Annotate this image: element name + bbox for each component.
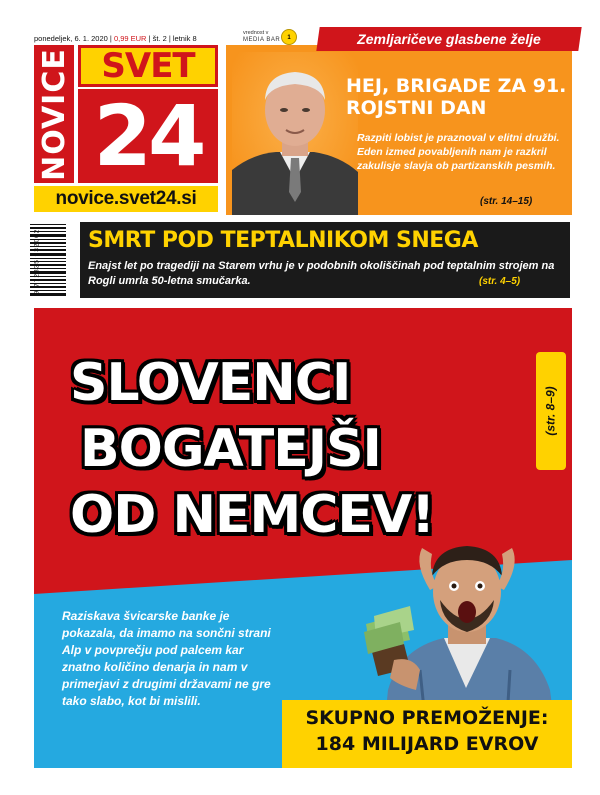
- website-link[interactable]: novice.svet24.si: [55, 188, 197, 209]
- worth-text: vrednost v: [243, 30, 269, 36]
- issue-number: | št. 2 | letnik 8: [148, 34, 197, 43]
- main-headline-line-3[interactable]: OD NEMCEV!: [70, 485, 434, 545]
- strip-story-title[interactable]: SMRT POD TEPTALNIKOM SNEGA: [88, 228, 478, 253]
- top-story-title[interactable]: HEJ, BRIGADE ZA 91. ROJSTNI DAN: [346, 75, 567, 119]
- top-story-pages: (str. 14–15): [480, 196, 533, 207]
- masthead-svet: SVET: [101, 46, 195, 86]
- strip-story-pages: (str. 4–5): [479, 276, 521, 287]
- top-story-tag[interactable]: Zemljaričeve glasbene želje: [357, 31, 541, 47]
- masthead-novice: [34, 45, 74, 183]
- date-line: ponedeljek, 6. 1. 2020 |: [34, 34, 112, 43]
- total-wealth-value: 184 MILIJARD EVROV: [315, 733, 539, 755]
- main-story-pages: (str. 8–9): [544, 386, 559, 436]
- price: 0,99 EUR: [113, 34, 147, 43]
- masthead-number: 24: [93, 87, 203, 185]
- top-story-lead: Razpiti lobist je praznoval v elitni družbi. Eden izmed povabljenih nam je razkril zakulisje slavja ob partizanskih pesmih.: [357, 132, 560, 172]
- elderly-man-photo: [232, 52, 358, 215]
- strip-story-lead: Enajst let po tragediji na Starem vrhu je v podobnih okoliščinah pod teptalnim strojem na Rogli umrla 50-letna smučarka.: [88, 260, 555, 287]
- main-headline-line-2[interactable]: BOGATEJŠI: [80, 419, 381, 479]
- main-story-lead: Raziskava švicarske banke je pokazala, da imamo na sončni strani Alp v povprečju pod palcem kar znatno količino denarja in nam v primerjavi z drugimi državami ne gre tako slabo, kot bi mislili.: [62, 609, 271, 708]
- worth-badge: 1: [281, 29, 297, 45]
- masthead-novice-text: NOVICE: [36, 47, 72, 181]
- issue-info: [34, 34, 197, 43]
- worth-label: [243, 30, 280, 44]
- main-headline-line-1[interactable]: SLOVENCI: [70, 353, 351, 413]
- main-story-pages-wrap: [536, 352, 566, 470]
- barcode-number: 9 772335 932002: [33, 228, 41, 295]
- total-wealth-label: SKUPNO PREMOŽENJE:: [305, 707, 549, 729]
- worth-brand: MEDIA BAR: [243, 37, 281, 43]
